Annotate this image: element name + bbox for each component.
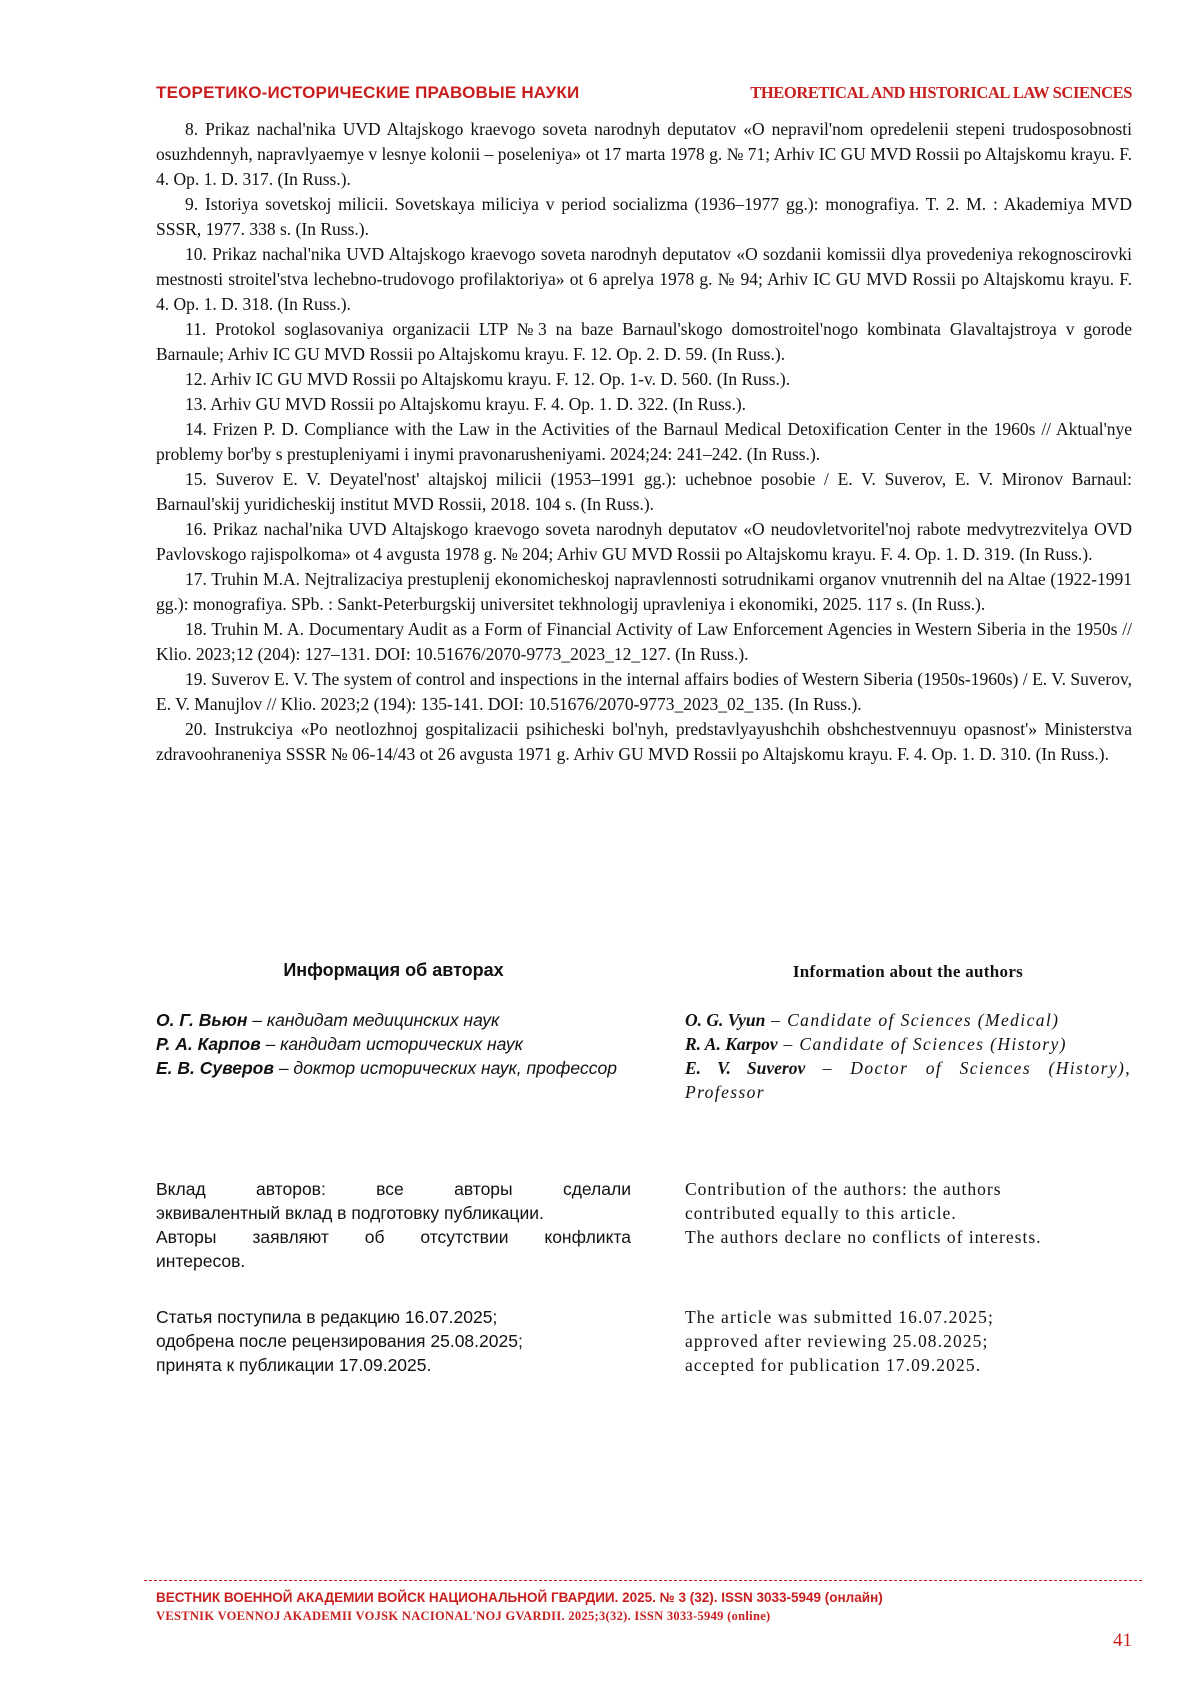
contribution-ru bbox=[156, 1177, 631, 1273]
author-role: – Doctor of Sciences (History), Professor bbox=[685, 1058, 1132, 1102]
reference-item: 16. Prikaz nachal'nika UVD Altajskogo kraevogo soveta narodnyh deputatov «O neudovletvoritel'noj rabote medvytrezvitelya OVD Pavlovskogo rajispolkoma» ot 4 avgusta 1978 g. № 204; Arhiv GU MVD Rossii po Altajskomu krayu. F. 4. Op. 1. D. 319. (In Russ.). bbox=[156, 519, 1132, 564]
reference-item: 9. Istoriya sovetskoj milicii. Sovetskaya miliciya v period socializma (1936–1977 gg.): monografiya. T. 2. M. : Akademiya MVD SSSR, 1977. 338 s. (In Russ.). bbox=[156, 194, 1132, 239]
footer-journal-ru: ВЕСТНИК ВОЕННОЙ АКАДЕМИИ ВОЙСК НАЦИОНАЛЬНОЙ ГВАРДИИ. 2025. № 3 (32). ISSN 3033-5949 (онлайн) bbox=[156, 1590, 883, 1605]
reference-item: 10. Prikaz nachal'nika UVD Altajskogo kraevogo soveta narodnyh deputatov «O sozdanii komissii dlya provedeniya rekognoscirovki mestnosti stroitel'stva lechebno-trudovogo profilaktoriya» ot 6 aprelya 1978 g. № 94; Arhiv IC GU MVD Rossii po Altajskomu krayu. F. 4. Op. 1. D. 318. (In Russ.). bbox=[156, 244, 1132, 314]
reference-item: 18. Truhin M. A. Documentary Audit as a Form of Financial Activity of Law Enforcement Agencies in Western Siberia in the 1950s // Klio. 2023;12 (204): 127–131. DOI: 10.51676/2070-9773_2023_12_127. (In Russ.). bbox=[156, 619, 1132, 664]
reference-item: 15. Suverov E. V. Deyatel'nost' altajskoj milicii (1953–1991 gg.): uchebnoe posobie / E. V. Suverov, E. V. Mironov Barnaul: Barnaul'skij yuridicheskij institut MVD Rossii, 2018. 104 s. (In Russ.). bbox=[156, 469, 1132, 514]
contribution-line: Авторы заявляют об отсутствии конфликта bbox=[156, 1227, 631, 1247]
author-name: Р. А. Карпов bbox=[156, 1034, 261, 1054]
author-name: E. V. Suverov bbox=[685, 1058, 806, 1078]
author-entry bbox=[685, 1008, 1131, 1032]
contribution-line: contributed equally to this article. bbox=[685, 1203, 957, 1223]
authors-heading-ru: Информация об авторах bbox=[283, 960, 504, 980]
date-line: approved after reviewing 25.08.2025; bbox=[685, 1331, 989, 1351]
reference-item: 14. Frizen P. D. Compliance with the Law in the Activities of the Barnaul Medical Detoxification Center in the 1960s // Aktual'nye problemy bor'by s prestupleniyami i inymi pravonarusheniyami. 2024;24: 241–242. (In Russ.). bbox=[156, 419, 1132, 464]
header-section-en: THEORETICAL AND HISTORICAL LAW SCIENCES bbox=[750, 83, 1132, 102]
author-name: О. Г. Вьюн bbox=[156, 1010, 248, 1030]
reference-item: 8. Prikaz nachal'nika UVD Altajskogo kraevogo soveta narodnyh deputatov «O nepravil'nom opredelenii stepeni trudosposobnosti osuzhdennyh, napravlyaemye v lesnye kolonii – poseleniya» ot 17 marta 1978 g. № 71; Arhiv IC GU MVD Rossii po Altajskomu krayu. F. 4. Op. 1. D. 317. (In Russ.). bbox=[156, 119, 1132, 189]
authors-list-ru bbox=[156, 1008, 631, 1080]
reference-item: 13. Arhiv GU MVD Rossii po Altajskomu krayu. F. 4. Op. 1. D. 322. (In Russ.). bbox=[185, 394, 747, 414]
reference-item: 12. Arhiv IC GU MVD Rossii po Altajskomu krayu. F. 12. Op. 1-v. D. 560. (In Russ.). bbox=[185, 369, 791, 389]
date-line: Статья поступила в редакцию 16.07.2025; bbox=[156, 1307, 498, 1327]
date-line: принята к публикации 17.09.2025. bbox=[156, 1355, 432, 1375]
author-role: – доктор исторических наук, профессор bbox=[273, 1058, 617, 1078]
running-header bbox=[156, 83, 1132, 105]
authors-heading-en: Information about the authors bbox=[792, 962, 1024, 981]
contribution-line: The authors declare no conflicts of interests. bbox=[685, 1227, 1042, 1247]
author-entry bbox=[156, 1032, 631, 1056]
contribution-line: Contribution of the authors: the authors bbox=[685, 1179, 1002, 1199]
contribution-line: интересов. bbox=[156, 1251, 246, 1271]
author-entry bbox=[685, 1032, 1131, 1056]
reference-list bbox=[156, 117, 1132, 767]
reference-item: 11. Protokol soglasovaniya organizacii LTP №3 na baze Barnaul'skogo domostroitel'nogo kombinata Glavaltajstroya v gorode Barnaule; Arhiv IC GU MVD Rossii po Altajskomu krayu. F. 12. Op. 2. D. 59. (In Russ.). bbox=[156, 319, 1132, 364]
contribution-line: Вклад авторов: все авторы сделали bbox=[156, 1179, 631, 1199]
date-line: accepted for publication 17.09.2025. bbox=[685, 1355, 982, 1375]
author-entry bbox=[685, 1056, 1131, 1104]
header-section-ru: ТЕОРЕТИКО-ИСТОРИЧЕСКИЕ ПРАВОВЫЕ НАУКИ bbox=[156, 83, 580, 102]
footer-divider bbox=[144, 1580, 1142, 1581]
contribution-line: эквивалентный вклад в подготовку публикации. bbox=[156, 1203, 544, 1223]
author-role: – кандидат медицинских наук bbox=[247, 1010, 500, 1030]
author-entry bbox=[156, 1056, 631, 1080]
article-dates-ru bbox=[156, 1305, 631, 1377]
reference-item: 17. Truhin M.A. Nejtralizaciya prestuplenij ekonomicheskoj napravlennosti sotrudnikami organov vnutrennih del na Altae (1922-1991 gg.): monografiya. SPb. : Sankt-Peterburgskij universitet tekhnologij upravleniya i ekonomiki, 2025. 117 s. (In Russ.). bbox=[156, 569, 1132, 614]
author-entry bbox=[156, 1008, 631, 1032]
author-name: O. G. Vyun bbox=[685, 1010, 766, 1030]
footer-journal-en: VESTNIK VOENNOJ AKADEMII VOJSK NACIONAL'NOJ GVARDII. 2025;3(32). ISSN 3033-5949 (online) bbox=[156, 1609, 771, 1623]
author-role: – Candidate of Sciences (History) bbox=[777, 1034, 1067, 1054]
author-role: – Candidate of Sciences (Medical) bbox=[765, 1010, 1060, 1030]
reference-item: 20. Instrukciya «Po neotlozhnoj gospitalizacii psihicheski bol'nyh, predstavlyayushchih obshchestvennuyu opasnost'» Ministerstva zdravoohraneniya SSSR № 06-14/43 ot 26 avgusta 1971 g. Arhiv GU MVD Rossii po Altajskomu krayu. F. 4. Op. 1. D. 310. (In Russ.). bbox=[156, 719, 1132, 764]
contribution-en bbox=[685, 1177, 1131, 1249]
author-role: – кандидат исторических наук bbox=[260, 1034, 523, 1054]
article-dates-en bbox=[685, 1305, 1131, 1377]
date-line: одобрена после рецензирования 25.08.2025; bbox=[156, 1331, 523, 1351]
page-number: 41 bbox=[1113, 1630, 1132, 1651]
author-name: R. A. Karpov bbox=[685, 1034, 778, 1054]
authors-list-en bbox=[685, 1008, 1131, 1104]
author-name: Е. В. Суверов bbox=[156, 1058, 274, 1078]
reference-item: 19. Suverov E. V. The system of control and inspections in the internal affairs bodies of Western Siberia (1950s-1960s) / E. V. Suverov, E. V. Manujlov // Klio. 2023;2 (194): 135-141. DOI: 10.51676/2070-9773_2023_02_135. (In Russ.). bbox=[156, 669, 1132, 714]
date-line: The article was submitted 16.07.2025; bbox=[685, 1307, 994, 1327]
